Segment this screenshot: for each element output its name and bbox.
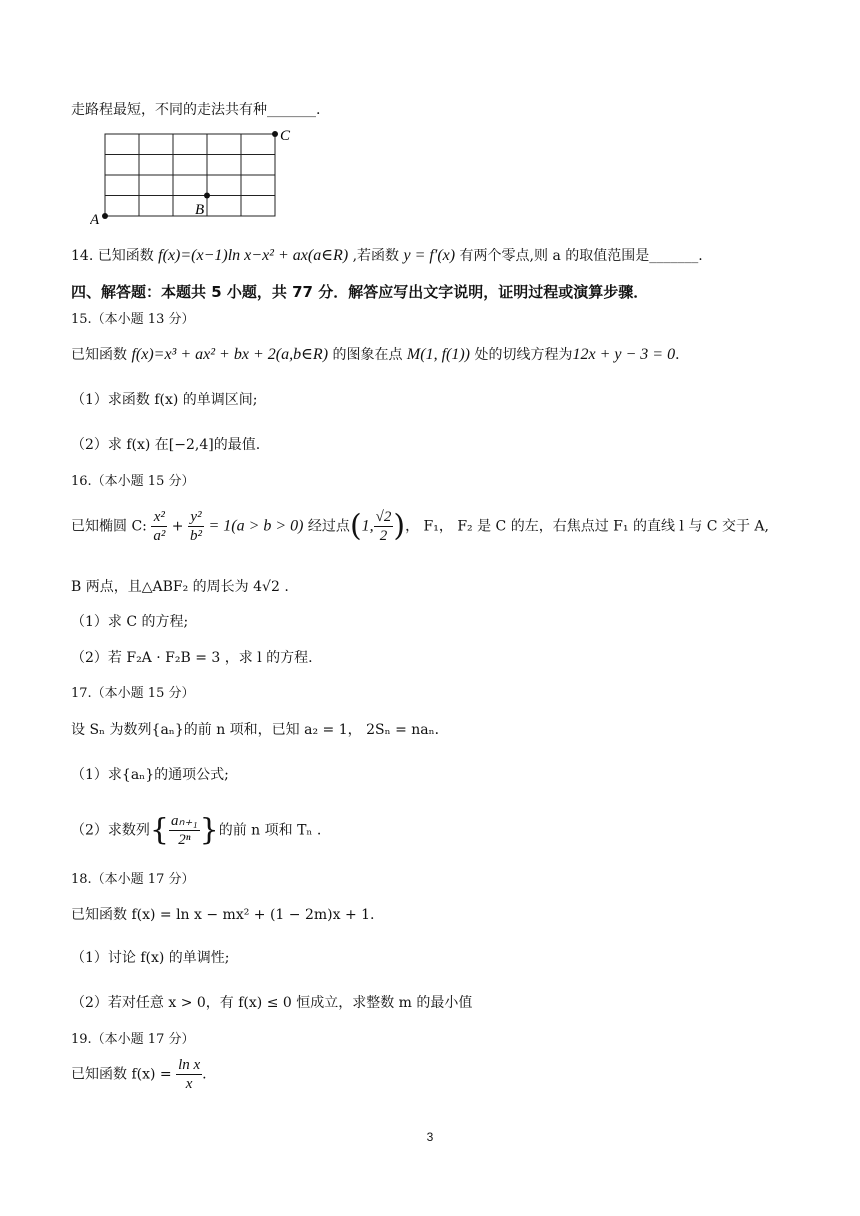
label-B: B — [195, 202, 205, 218]
page-number: 3 — [426, 1130, 434, 1144]
section-heading: 四、解答题：本题共 5 小题，共 77 分．解答应写出文字说明，证明过程或演算步骤． — [71, 283, 649, 301]
q13-tail-text: 走路程最短，不同的走法共有种_______. — [71, 102, 321, 118]
q15-part1: （1）求函数 f(x) 的单调区间; — [71, 392, 258, 408]
point-B-dot — [204, 193, 210, 199]
q16-stem: 已知椭圆 C: $\frac{\text{x²}}{\text{a²}}$ + $\frac{\text{y²}}{\text{b²}}$ = 1(a > b > 0) 经过点(1, $\frac{√2}{2}$ )， F₁， F₂ 是 C 的左，右焦点过 F₁ 的直线 l 与 C 交于 A, — [71, 508, 769, 544]
q16-part2: （2）若 F₂A · F₂B = 3 ，求 l 的方程. — [71, 650, 313, 666]
q17-header: 17.（本小题 15 分） — [71, 686, 195, 701]
label-C: C — [280, 128, 291, 144]
q18-header: 18.（本小题 17 分） — [71, 872, 195, 887]
q14-mid: ,若函数 — [348, 248, 404, 264]
q17-stem: 设 Sₙ 为数列{aₙ}的前 n 项和，已知 a₂ = 1， 2Sₙ = naₙ． — [71, 722, 449, 738]
q15-stem: 已知函数 f(x)=x³ + ax² + bx + 2(a,b∈R) 的图象在点 M(1, f(1)) 处的切线方程为12x + y − 3 = 0． — [71, 346, 690, 363]
q18-part2: （2）若对任意 x > 0，有 f(x) ≤ 0 恒成立，求整数 m 的最小值 — [71, 995, 473, 1011]
label-A: A — [90, 212, 100, 226]
q14-text — [71, 246, 703, 266]
q14-formula2: y = f′(x) — [403, 247, 456, 264]
q16-frac-y: $\frac{\text{y²}}{\text{b²}}$ — [189, 509, 202, 544]
q14-suffix: 有两个零点,则 a 的取值范围是_______. — [455, 248, 703, 264]
q16-frac-x: $\frac{\text{x²}}{\text{a²}}$ — [153, 509, 166, 544]
q19-header: 19.（本小题 17 分） — [71, 1032, 195, 1047]
q17-part2: （2）求数列{ $\frac{\text{aₙ₊₁}}{\text{2ⁿ}}$ }的前 n 项和 Tₙ . — [71, 812, 322, 848]
q16-part1: （1）求 C 的方程; — [71, 614, 189, 630]
q18-stem: 已知函数 f(x) = ln x − mx² + (1 − 2m)x + 1. — [71, 907, 375, 923]
q14-prefix: 14. 已知函数 — [71, 248, 159, 264]
q15-part2: （2）求 f(x) 在[−2,4]的最值. — [71, 437, 261, 453]
q16-line2: B 两点，且△ABF₂ 的周长为 4√2 . — [71, 579, 289, 595]
q17-part1: （1）求{aₙ}的通项公式; — [71, 767, 229, 783]
q19-stem: 已知函数 f(x) = $\frac{\text{ln x}}{x}$ . — [71, 1057, 207, 1092]
q15-header: 15.（本小题 13 分） — [71, 312, 195, 327]
point-A-dot — [102, 213, 108, 219]
grid-figure — [90, 126, 300, 226]
q17-frac: $\frac{\text{aₙ₊₁}}{\text{2ⁿ}}$ — [171, 813, 198, 848]
point-C-dot — [272, 131, 278, 137]
q16-header: 16.（本小题 15 分） — [71, 474, 195, 489]
q16-point-frac: $\frac{√2}{2}$ — [375, 509, 392, 544]
q18-part1: （1）讨论 f(x) 的单调性; — [71, 950, 230, 966]
q14-formula: f(x)=(x−1)ln x−x² + ax(a∈R) — [158, 247, 349, 264]
q19-frac: $\frac{\text{ln x}}{x}$ — [178, 1057, 201, 1092]
